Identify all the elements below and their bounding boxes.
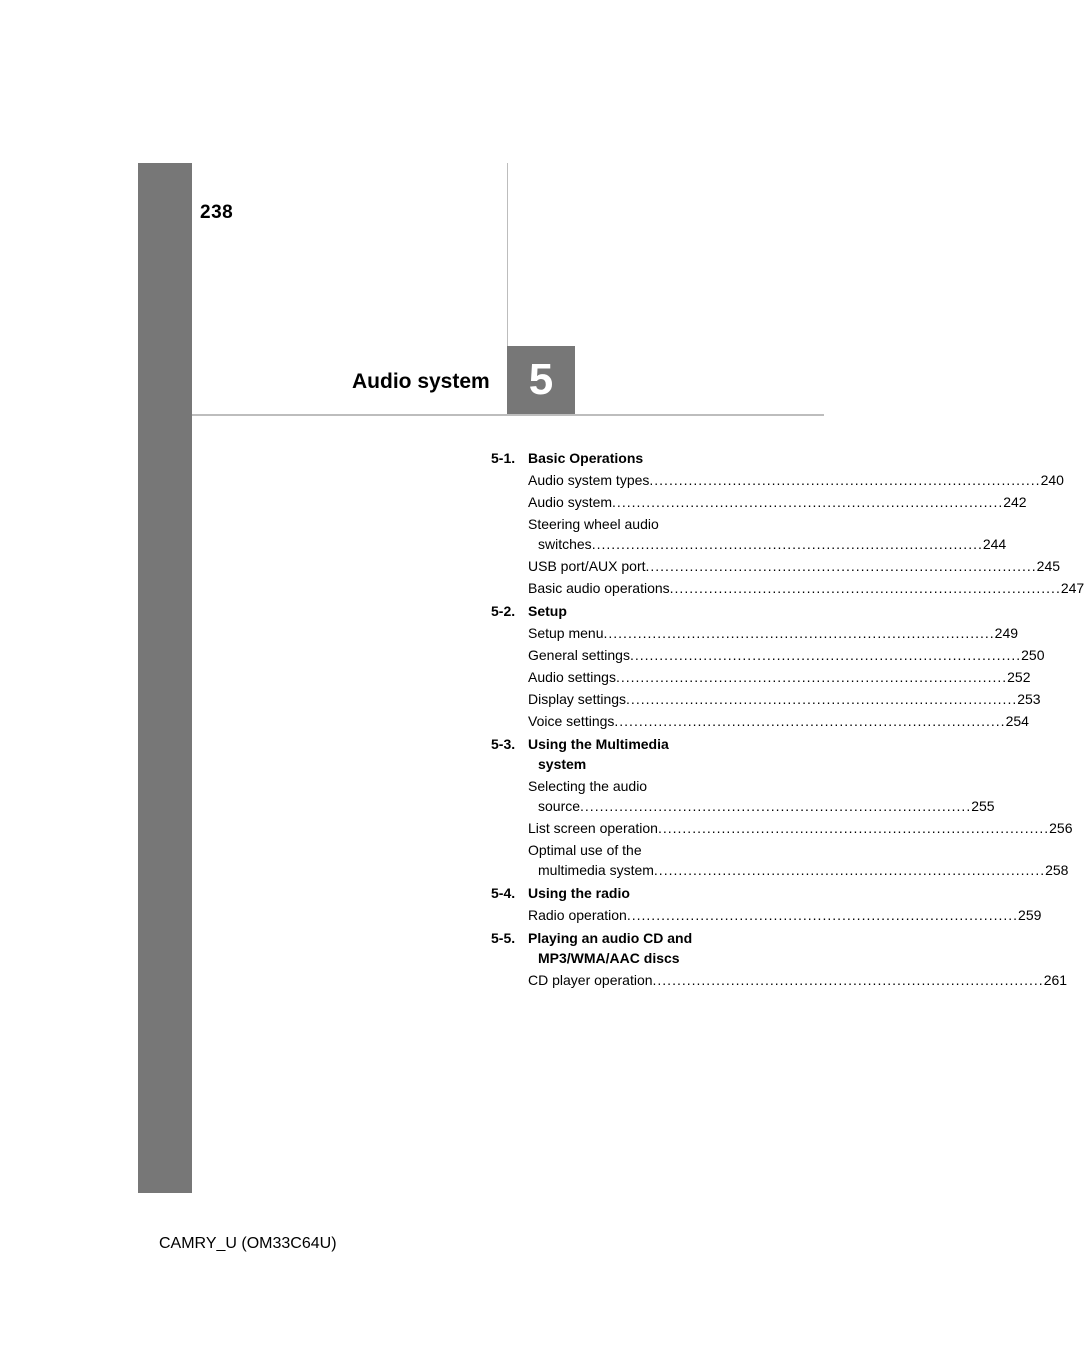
entry-title-line: List screen operation: [528, 820, 658, 836]
dot-leader: ................................................................................: [669, 580, 1061, 596]
dot-leader: ................................................................................: [629, 647, 1022, 663]
toc-entry[interactable]: [528, 470, 1064, 490]
section-title: [528, 448, 739, 468]
toc-entry[interactable]: [528, 818, 1073, 838]
section-title: [528, 928, 739, 968]
toc-entry[interactable]: [528, 623, 1019, 643]
dot-leader: ................................................................................: [645, 558, 1037, 574]
toc-section-heading[interactable]: [491, 928, 739, 968]
toc-entry[interactable]: [528, 645, 1045, 665]
section-title: [528, 601, 739, 621]
toc-entry[interactable]: [528, 578, 1084, 598]
toc-entry[interactable]: [528, 840, 1069, 880]
toc-section: [491, 734, 1073, 880]
toc-section-heading[interactable]: [491, 734, 739, 774]
section-title-line: Setup: [528, 603, 567, 619]
section-title-line: MP3/WMA/AAC discs: [538, 950, 680, 966]
entry-title-line: Audio system: [528, 494, 613, 510]
dot-leader: ................................................................................: [614, 713, 1006, 729]
section-number: 5-4.: [491, 885, 516, 901]
header-vertical-rule: [507, 163, 508, 346]
section-title-line: system: [538, 756, 587, 772]
entry-title-line: Optimal use of the: [528, 842, 642, 858]
section-title-line: Playing an audio CD and: [528, 930, 693, 946]
entry-title-line: Audio system types: [528, 472, 650, 488]
toc-section: [491, 928, 1068, 990]
toc-section: [491, 883, 1042, 925]
dot-leader: ................................................................................: [603, 625, 995, 641]
entry-page-number: 242: [1003, 494, 1027, 510]
toc-entry[interactable]: [528, 776, 995, 816]
dot-leader: ................................................................................: [652, 972, 1044, 988]
entry-page-number: 252: [1007, 669, 1031, 685]
toc-entry[interactable]: [528, 905, 1042, 925]
entry-title-line: Selecting the audio: [528, 778, 648, 794]
dot-leader: ................................................................................: [626, 691, 1018, 707]
dot-leader: ................................................................................: [615, 669, 1008, 685]
toc-section: [491, 448, 1084, 598]
page-number: 238: [200, 202, 234, 223]
section-title: [528, 883, 739, 903]
dot-leader: ................................................................................: [653, 862, 1046, 878]
entry-title-line: Voice settings: [528, 713, 615, 729]
entry-title-line: General settings: [528, 647, 630, 663]
toc-entry[interactable]: [528, 492, 1027, 512]
section-number: 5-5.: [491, 930, 516, 946]
toc-entry[interactable]: [528, 711, 1029, 731]
entry-title-line: Radio operation: [528, 907, 627, 923]
entry-title-line: switches: [538, 536, 592, 552]
entry-page-number: 249: [994, 625, 1019, 641]
entry-title-line: CD player operation: [528, 972, 653, 988]
chapter-title: Audio system: [352, 370, 490, 393]
toc-entry[interactable]: [528, 514, 1007, 554]
dot-leader: ................................................................................: [657, 820, 1050, 836]
toc-section: [491, 601, 1045, 731]
toc-section-heading[interactable]: [491, 601, 739, 621]
entry-page-number: 258: [1045, 862, 1069, 878]
section-title-line: Using the radio: [528, 885, 630, 901]
table-of-contents: [491, 448, 1084, 993]
chapter-sidebar-bar: [138, 163, 192, 1193]
entry-page-number: 245: [1036, 558, 1061, 574]
toc-entry[interactable]: [528, 689, 1041, 709]
dot-leader: ................................................................................: [649, 472, 1041, 488]
entry-title-line: Setup menu: [528, 625, 604, 641]
entry-page-number: 240: [1040, 472, 1064, 488]
entry-title-line: multimedia system: [538, 862, 654, 878]
chapter-number-tab: 5: [507, 346, 575, 414]
entry-title-line: Steering wheel audio: [528, 516, 659, 532]
entry-title-line: Basic audio operations: [528, 580, 670, 596]
toc-section-heading[interactable]: [491, 883, 739, 903]
entry-title-line: Display settings: [528, 691, 627, 707]
entry-page-number: 256: [1049, 820, 1073, 836]
entry-title-line: source: [538, 798, 581, 814]
toc-entry[interactable]: [528, 556, 1061, 576]
toc-entry[interactable]: [528, 667, 1031, 687]
section-title: [528, 734, 739, 774]
entry-page-number: 253: [1017, 691, 1041, 707]
entry-title-line: USB port/AUX port: [528, 558, 646, 574]
section-title-line: Using the Multimedia: [528, 736, 669, 752]
header-horizontal-rule: [192, 414, 824, 416]
toc-entry[interactable]: [528, 970, 1068, 990]
section-title-line: Basic Operations: [528, 450, 644, 466]
section-number: 5-1.: [491, 450, 516, 466]
entry-page-number: 254: [1005, 713, 1029, 729]
dot-leader: ................................................................................: [580, 798, 972, 814]
entry-page-number: 255: [971, 798, 995, 814]
entry-page-number: 259: [1018, 907, 1042, 923]
entry-page-number: 250: [1021, 647, 1045, 663]
entry-page-number: 247: [1060, 580, 1084, 596]
dot-leader: ................................................................................: [591, 536, 983, 552]
document-code-footer: CAMRY_U (OM33C64U): [159, 1235, 337, 1252]
section-number: 5-2.: [491, 603, 516, 619]
section-number: 5-3.: [491, 736, 516, 752]
entry-page-number: 244: [982, 536, 1007, 552]
dot-leader: ................................................................................: [626, 907, 1019, 923]
dot-leader: ................................................................................: [612, 494, 1004, 510]
toc-section-heading[interactable]: [491, 448, 739, 468]
entry-page-number: 261: [1043, 972, 1068, 988]
entry-title-line: Audio settings: [528, 669, 616, 685]
